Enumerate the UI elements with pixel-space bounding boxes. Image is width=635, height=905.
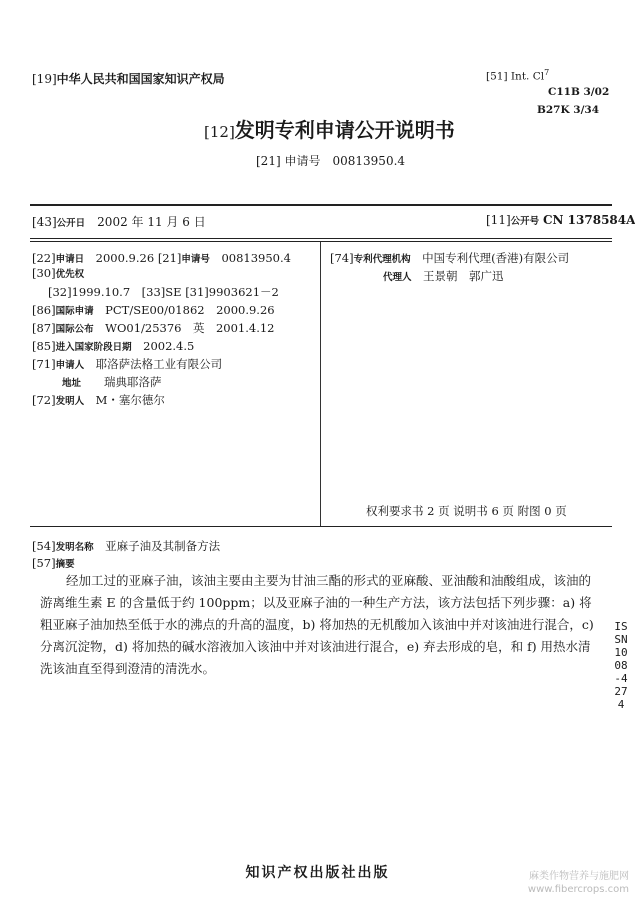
agent-row: 代理人 王景朝 郭广迅 [383,269,504,283]
priority-row: [32]1999.10.7 [33]SE [31]9903621－2 [48,285,279,299]
rule-3 [30,526,612,527]
int-cl-label: [51] Int. Cl$^7$ [486,68,550,83]
national-phase-row: [85]进入国家阶段日期 2002.4.5 [32,339,195,353]
page-count: 权利要求书 2 页 说明书 6 页 附图 0 页 [366,504,567,518]
applicant-row: [71]申请人 耶洛萨法格工业有限公司 [32,357,223,371]
office-header: [19]中华人民共和国国家知识产权局 [32,72,225,86]
column-divider [320,242,321,526]
address-row: 地址 瑞典耶洛萨 [62,375,162,389]
rule-2b [30,241,612,242]
invention-title-row: [54]发明名称 亚麻子油及其制备方法 [32,539,221,553]
priority-label: [30]优先权 [32,266,85,280]
application-number-header: [21] 申请号 00813950.4 [256,154,406,168]
rule-2 [30,238,612,239]
abstract-label: [57]摘要 [32,556,75,570]
ipc-class-1: C11B 3/02 [548,86,610,98]
intl-publication-row: [87]国际公布 WO01/25376 英 2001.4.12 [32,321,275,335]
publisher-footer: 知识产权出版社出版 [245,865,390,881]
publication-number: [11]公开号 CN 1378584A [486,213,635,227]
rule-top [30,204,612,206]
patent-agency-row: [74]专利代理机构 中国专利代理(香港)有限公司 [330,251,570,265]
document-title: [12]发明专利申请公开说明书 [204,118,455,142]
ipc-class-2: B27K 3/34 [537,104,600,116]
filing-date-row: [22]申请日 2000.9.26 [21]申请号 00813950.4 [32,251,291,265]
watermark: 麻类作物营养与施肥网 www.fibercrops.com [527,871,629,895]
issn-vertical: ISSN1008-4274 [614,620,628,711]
publication-date: [43]公开日 2002 年 11 月 6 日 [32,215,206,229]
abstract-text: 经加工过的亚麻子油，该油主要由主要为甘油三酯的形式的亚麻酸、亚油酸和油酸组成，该油的游离维生素 E 的含量低于约 100ppm；以及亚麻子油的一种生产方法，该方法包括下列步骤：a) 将粗亚麻子油加热至低于水的沸点的升高的温度，b) 将加热的无机酸加入该油中并对该油进行混合，c) 分离沉淀物，d) 将加热的碱水溶液加入该油中并对该油进行混合，e) 弃去形成的皂，和 f) 用热水清洗该油直至得到澄清的清洗水。 [40,573,594,676]
intl-application-row: [86]国际申请 PCT/SE00/01862 2000.9.26 [32,303,275,317]
inventor-row: [72]发明人 M・塞尔德尔 [32,393,165,407]
